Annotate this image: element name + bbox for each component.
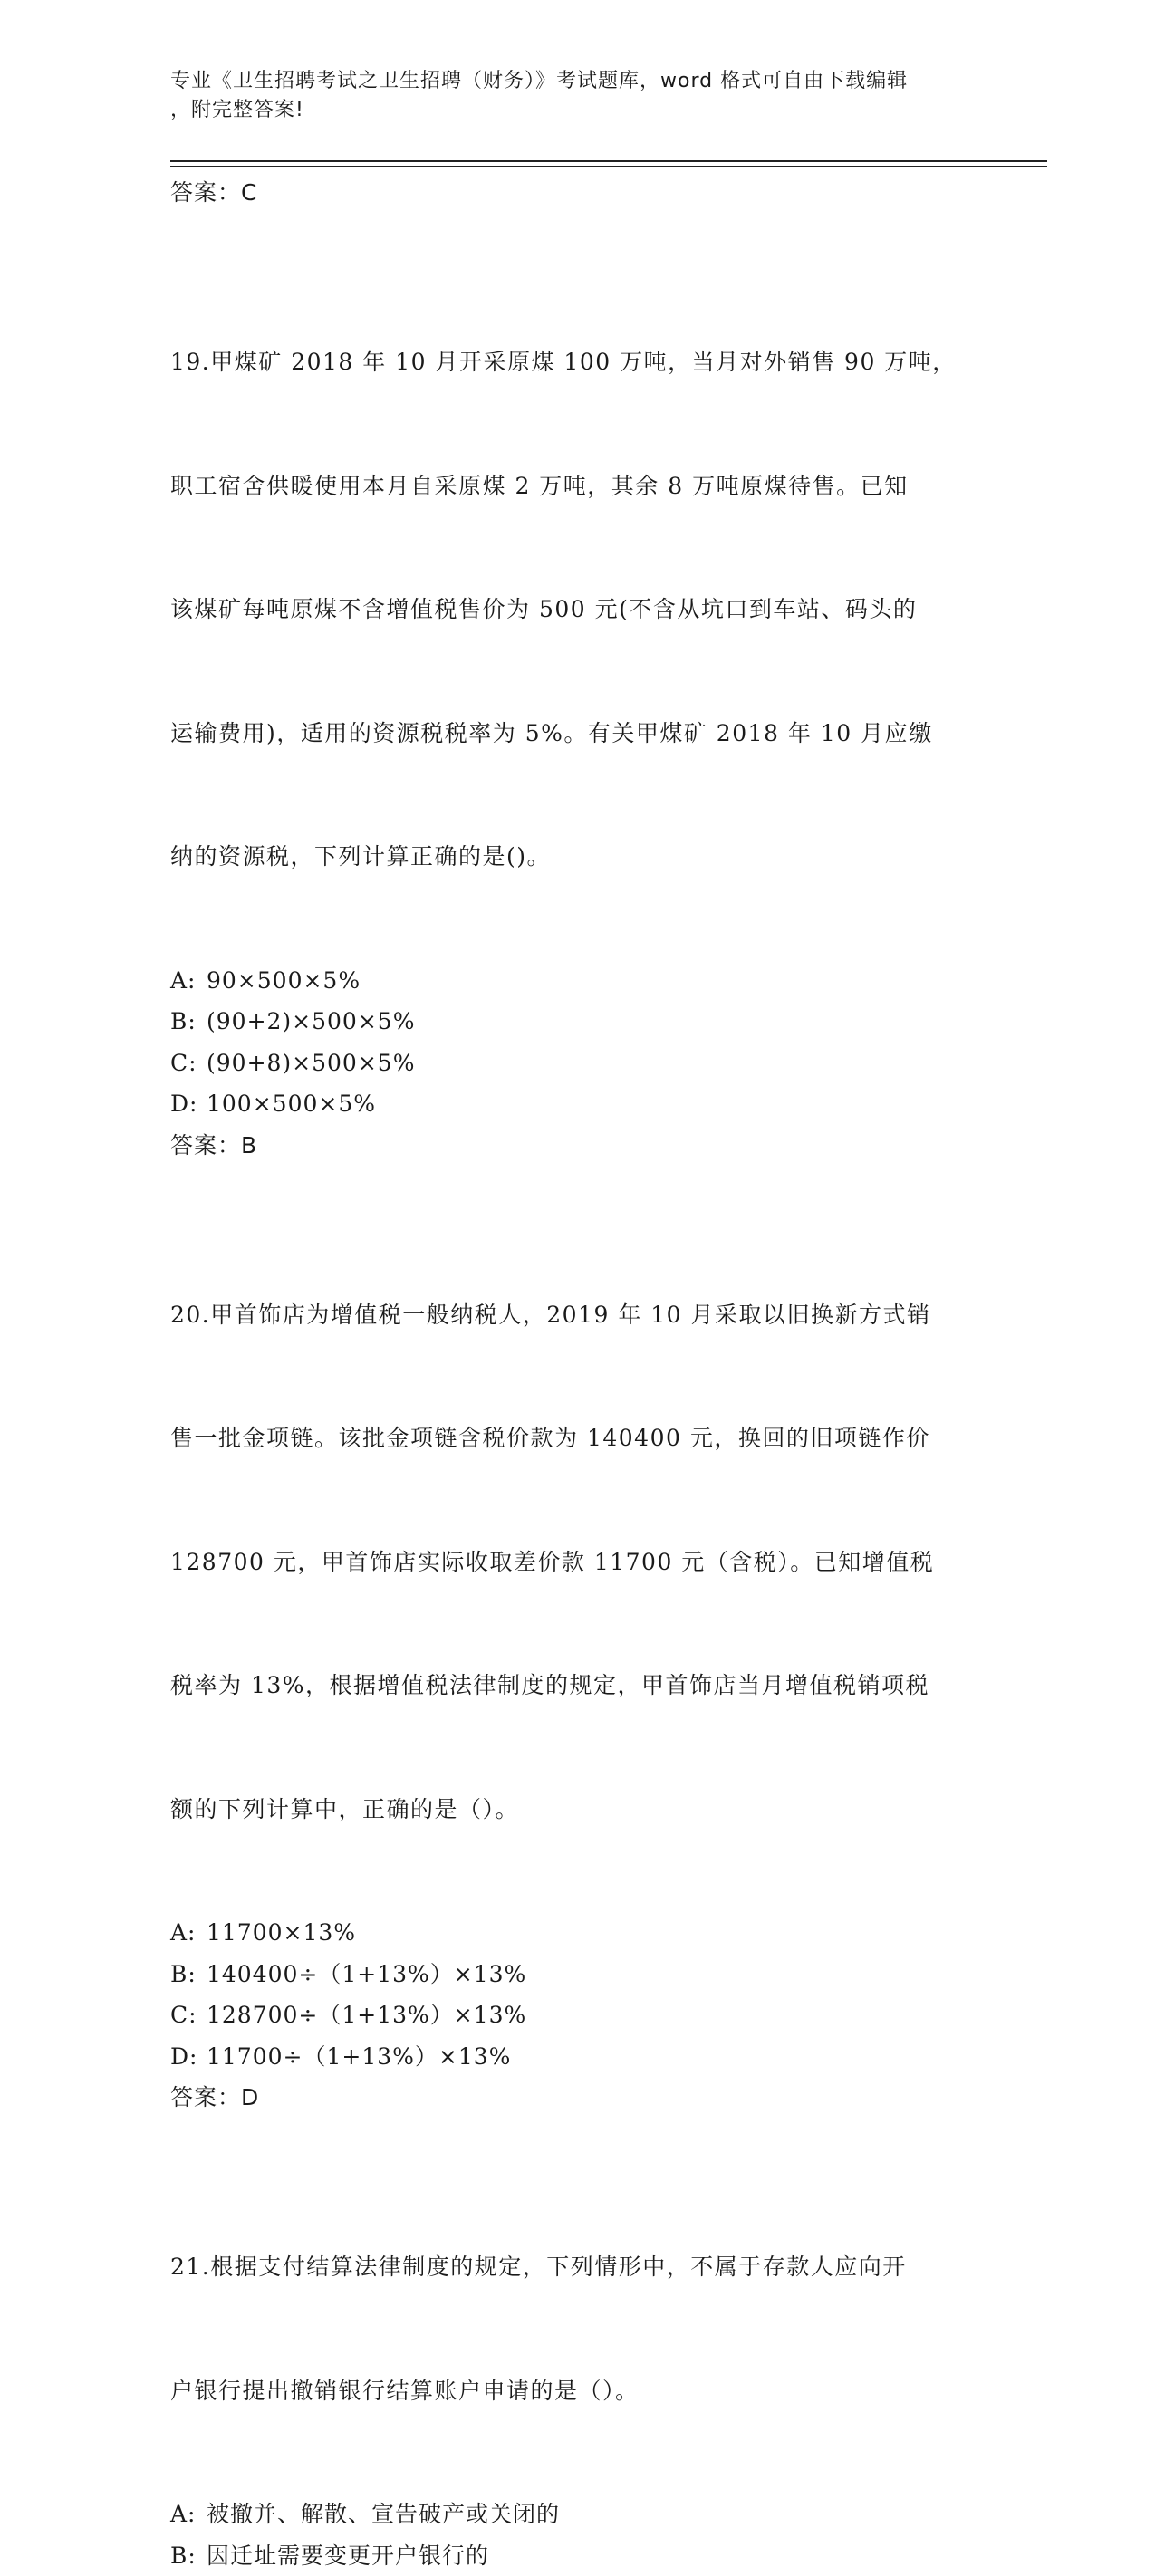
option-text: 100×500×5% <box>207 1091 376 1117</box>
question-19 <box>170 259 986 1167</box>
option-text: 11700÷（1+13%）×13% <box>207 2043 511 2070</box>
question-20 <box>170 1212 986 2119</box>
option-d <box>170 2036 986 2078</box>
document-content <box>170 172 986 2576</box>
option-key: B: <box>170 1954 207 1995</box>
option-text: 140400÷（1+13%）×13% <box>207 1961 526 1987</box>
stem-line: 19.甲煤矿 2018 年 10 月开采原煤 100 万吨，当月对外销售 90 万吨， <box>170 341 986 383</box>
stem-line: 售一批金项链。该批金项链含税价款为 140400 元，换回的旧项链作价 <box>170 1418 986 1459</box>
option-text: (90+8)×500×5% <box>207 1050 415 1076</box>
option-text: 128700÷（1+13%）×13% <box>207 2002 526 2028</box>
question-stem <box>170 2164 986 2494</box>
option-d <box>170 1083 986 1125</box>
option-key: A: <box>170 1912 207 1954</box>
option-b <box>170 1001 986 1043</box>
question-21 <box>170 2164 986 2576</box>
stem-line: 纳的资源税，下列计算正确的是()。 <box>170 836 986 878</box>
option-a <box>170 960 986 1002</box>
option-c <box>170 1043 986 1084</box>
option-key: B: <box>170 2535 207 2576</box>
option-text: 因迁址需要变更开户银行的 <box>207 2542 489 2569</box>
stem-line: 额的下列计算中，正确的是（）。 <box>170 1789 986 1831</box>
stem-line: 该煤矿每吨原煤不含增值税售价为 500 元(不含从坑口到车站、码头的 <box>170 589 986 630</box>
option-key: C: <box>170 1043 207 1084</box>
question-stem <box>170 1212 986 1913</box>
header-rule-thin <box>170 166 1047 167</box>
document-header <box>170 67 986 125</box>
option-key: A: <box>170 2494 207 2535</box>
option-c <box>170 1994 986 2036</box>
header-rule-thick <box>170 160 1047 162</box>
answer-line: 答案：D <box>170 2077 986 2119</box>
header-line-1: 专业《卫生招聘考试之卫生招聘（财务）》考试题库，word 格式可自由下载编辑 <box>170 67 986 96</box>
option-text: 90×500×5% <box>207 967 361 994</box>
answer-line: 答案：B <box>170 1125 986 1167</box>
stem-line: 户银行提出撤销银行结算账户申请的是（）。 <box>170 2370 986 2412</box>
option-text: 11700×13% <box>207 1919 356 1946</box>
stem-line: 税率为 13%，根据增值税法律制度的规定，甲首饰店当月增值税销项税 <box>170 1665 986 1706</box>
stem-line: 20.甲首饰店为增值税一般纳税人，2019 年 10 月采取以旧换新方式销 <box>170 1294 986 1336</box>
option-a <box>170 2494 986 2535</box>
stem-line: 128700 元，甲首饰店实际收取差价款 11700 元（含税）。已知增值税 <box>170 1542 986 1583</box>
option-b <box>170 1954 986 1995</box>
stem-line: 21.根据支付结算法律制度的规定，下列情形中，不属于存款人应向开 <box>170 2246 986 2288</box>
option-key: D: <box>170 1083 207 1125</box>
option-key: A: <box>170 960 207 1002</box>
option-a <box>170 1912 986 1954</box>
option-text: (90+2)×500×5% <box>207 1008 415 1034</box>
stem-line: 职工宿舍供暖使用本月自采原煤 2 万吨，其余 8 万吨原煤待售。已知 <box>170 466 986 507</box>
option-key: D: <box>170 2036 207 2078</box>
header-line-2: ，附完整答案! <box>170 96 986 125</box>
option-key: B: <box>170 1001 207 1043</box>
option-text: 被撤并、解散、宣告破产或关闭的 <box>207 2501 560 2527</box>
question-stem <box>170 259 986 960</box>
stem-line: 运输费用)，适用的资源税税率为 5%。有关甲煤矿 2018 年 10 月应缴 <box>170 713 986 755</box>
answer-line: 答案：C <box>170 172 986 214</box>
option-key: C: <box>170 1994 207 2036</box>
option-b <box>170 2535 986 2576</box>
